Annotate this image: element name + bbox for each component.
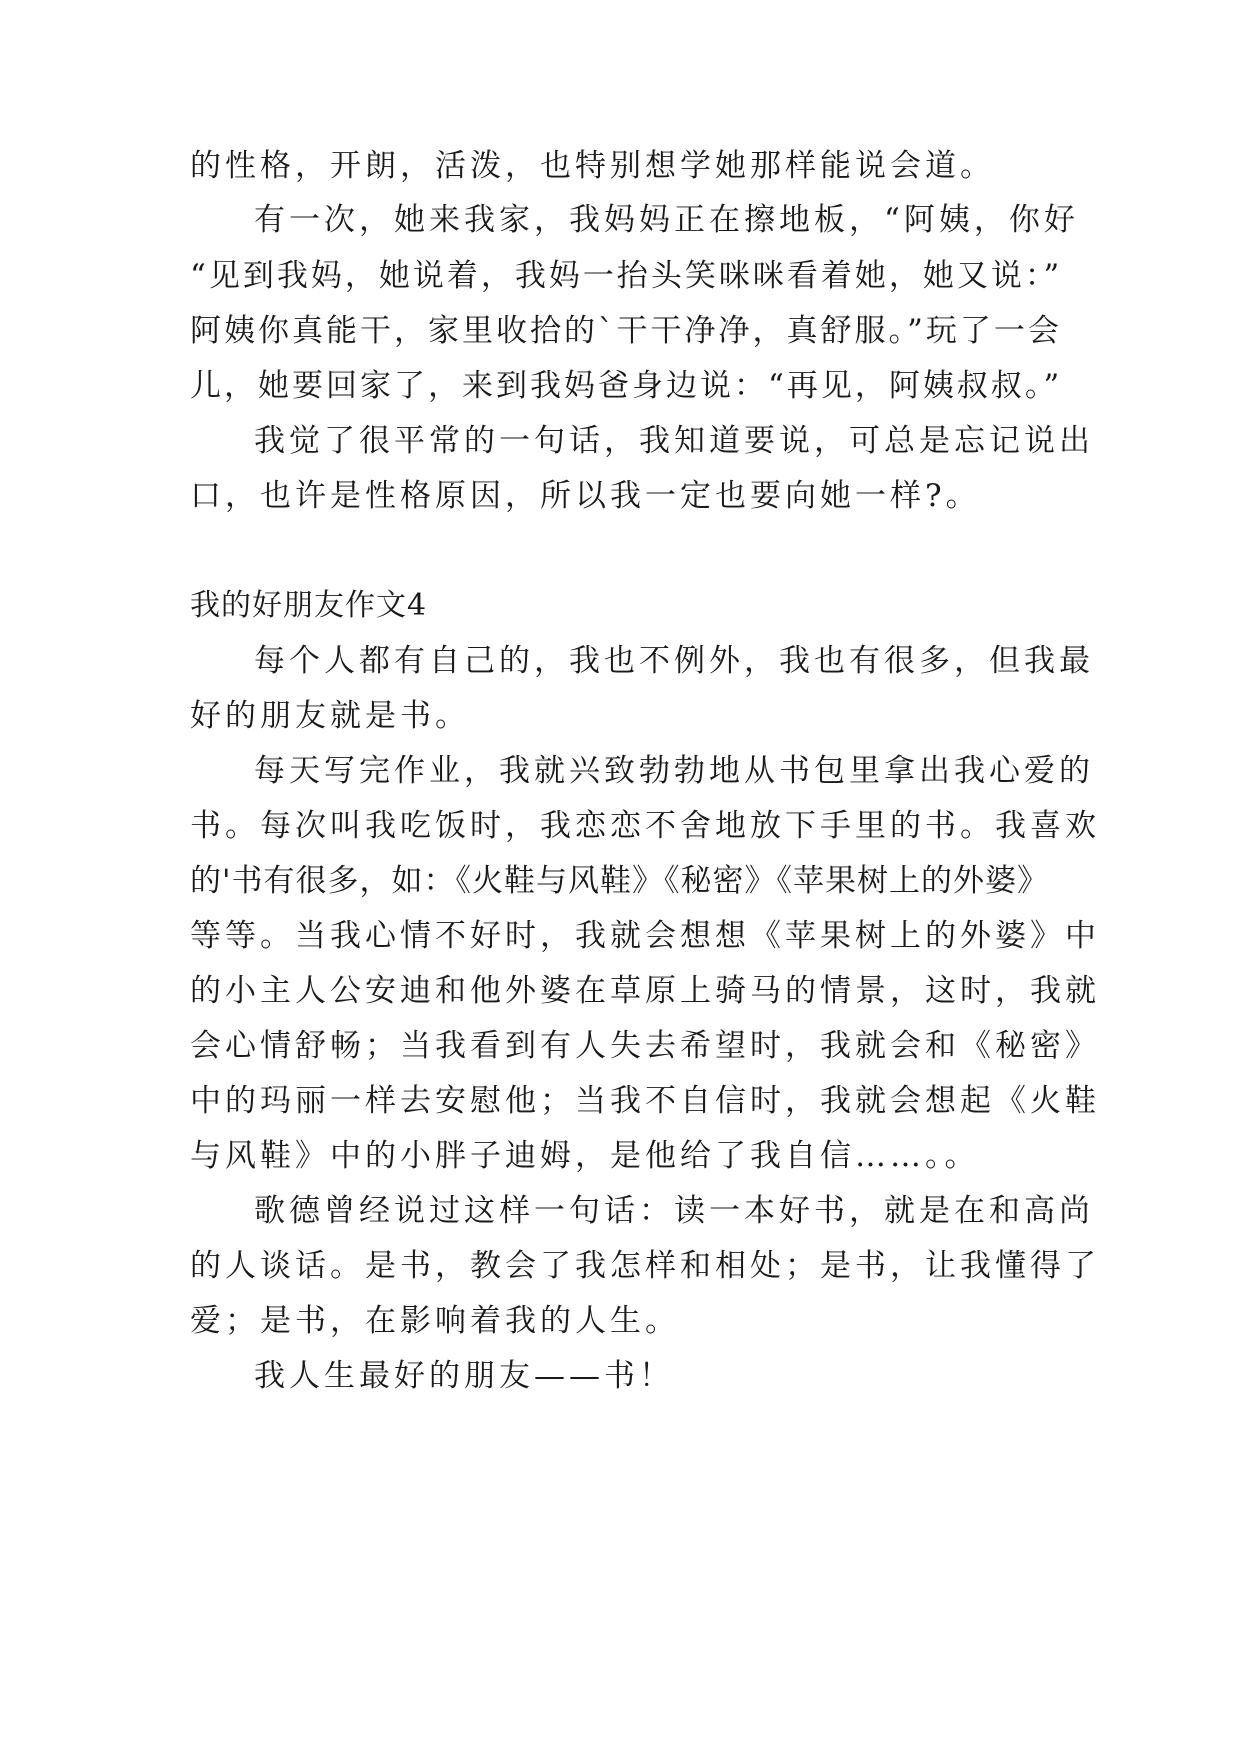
paragraph-line: 我觉了很平常的一句话，我知道要说，可总是忘记说出 <box>254 423 1094 459</box>
paragraph-line: 每个人都有自己的，我也不例外，我也有很多，但我最 <box>254 643 1094 679</box>
paragraph-line: 的人谈话。是书，教会了我怎样和相处；是书，让我懂得了 <box>190 1248 1100 1284</box>
paragraph-line: 好的朋友就是书。 <box>190 698 470 734</box>
paragraph-line: 书。每次叫我吃饭时，我恋恋不舍地放下手里的书。我喜欢 <box>190 808 1100 844</box>
paragraph-line: 有一次，她来我家，我妈妈正在擦地板，“阿姨，你好 <box>254 202 1079 238</box>
paragraph-line: 阿姨你真能干，家里收拾的`干干净净，真舒服。”玩了一会 <box>190 313 1062 349</box>
paragraph-line: 会心情舒畅；当我看到有人失去希望时，我就会和《秘密》 <box>190 1028 1100 1064</box>
paragraph-line: 与风鞋》中的小胖子迪姆，是他给了我自信……。。 <box>190 1138 980 1174</box>
paragraph-line: 的小主人公安迪和他外婆在草原上骑马的情景，这时，我就 <box>190 973 1100 1009</box>
paragraph-line: 口，也许是性格原因，所以我一定也要向她一样?。 <box>190 478 981 514</box>
paragraph-line: 中的玛丽一样去安慰他；当我不自信时，我就会想起《火鞋 <box>190 1083 1100 1119</box>
paragraph-line: 爱；是书，在影响着我的人生。 <box>190 1303 680 1339</box>
paragraph-line: 的'书有很多，如：《火鞋与风鞋》《秘密》《苹果树上的外婆》 <box>190 863 1050 899</box>
paragraph-line: 等等。当我心情不好时，我就会想想《苹果树上的外婆》中 <box>190 918 1100 954</box>
paragraph-line: 儿，她要回家了，来到我妈爸身边说：“再见，阿姨叔叔。” <box>190 368 1063 404</box>
paragraph-line: “见到我妈，她说着，我妈一抬头笑咪咪看着她，她又说：” <box>190 258 1063 294</box>
section-heading: 我的好朋友作文4 <box>190 588 428 623</box>
paragraph-line: 歌德曾经说过这样一句话：读一本好书，就是在和高尚 <box>254 1193 1094 1229</box>
paragraph-line: 每天写完作业，我就兴致勃勃地从书包里拿出我心爱的 <box>254 753 1094 789</box>
paragraph-line: 的性格，开朗，活泼，也特别想学她那样能说会道。 <box>190 148 995 184</box>
paragraph-line: 我人生最好的朋友——书！ <box>254 1358 674 1394</box>
